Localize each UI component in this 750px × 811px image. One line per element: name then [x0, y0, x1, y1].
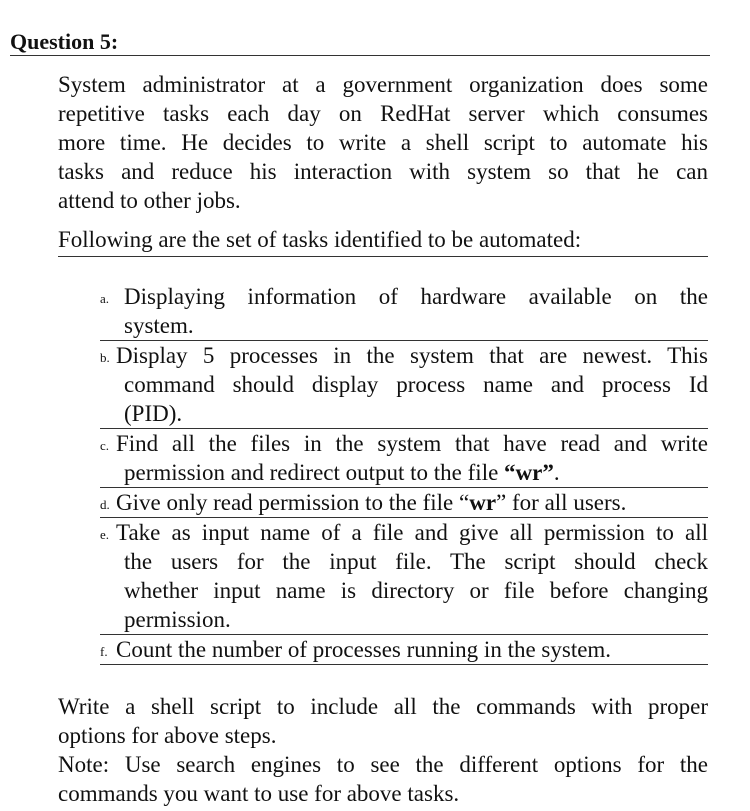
- task-line: Display 5 processes in the system that are newest. This: [116, 343, 708, 368]
- closing-line: Note: Use search engines to see the different options for the: [58, 752, 708, 777]
- intro-line: System administrator at a government organization does some: [58, 72, 708, 97]
- task-line: system.: [124, 313, 194, 338]
- task-item-d: [100, 488, 708, 518]
- intro-line: more time. He decides to write a shell script to automate his: [58, 130, 708, 155]
- tasks-heading: Following are the set of tasks identified to be automated:: [58, 226, 708, 257]
- intro-line: tasks and reduce his interaction with system so that he can: [58, 159, 708, 184]
- closing-line: options for above steps.: [58, 723, 277, 748]
- task-line: Take as input name of a file and give all permission to all: [116, 520, 708, 545]
- task-line: Displaying information of hardware available on the: [124, 284, 708, 309]
- task-line-text: Give only read permission to the file “: [116, 490, 470, 515]
- task-marker: b.: [100, 350, 110, 365]
- task-line: [124, 458, 708, 487]
- task-line-text: permission and redirect output to the file: [124, 460, 505, 485]
- task-marker: e.: [100, 527, 110, 542]
- task-line-end: .: [553, 460, 560, 485]
- task-marker: d.: [100, 497, 110, 512]
- task-item-f: [100, 635, 708, 665]
- task-line: Find all the files in the system that have read and write: [116, 431, 708, 456]
- intro-paragraph: [58, 70, 708, 215]
- closing-paragraph: [58, 692, 708, 808]
- task-line: (PID).: [124, 401, 183, 426]
- task-line: whether input name is directory or file before changing: [124, 578, 708, 603]
- task-line: command should display process name and process Id: [124, 372, 708, 397]
- task-marker: f.: [100, 644, 108, 659]
- task-line: permission.: [124, 607, 231, 632]
- intro-line: repetitive tasks each day on RedHat server which consumes: [58, 101, 708, 126]
- closing-line: Write a shell script to include all the commands with proper: [58, 694, 708, 719]
- task-line: [116, 488, 708, 517]
- task-line-end: ” for all users.: [496, 490, 627, 515]
- task-item-a: [100, 282, 708, 341]
- file-name-bold: “wr”: [504, 460, 554, 485]
- task-line: the users for the input file. The script should check: [124, 549, 708, 574]
- intro-line: attend to other jobs.: [58, 188, 241, 213]
- task-marker: a.: [100, 291, 110, 306]
- task-marker: c.: [100, 438, 110, 453]
- question-heading: Question 5:: [10, 28, 710, 56]
- task-item-b: [100, 341, 708, 429]
- task-list: [100, 282, 708, 665]
- file-name-bold: wr: [469, 490, 497, 515]
- task-line: Count the number of processes running in the system.: [116, 637, 612, 662]
- task-item-e: [100, 518, 708, 635]
- task-item-c: [100, 429, 708, 488]
- closing-line: commands you want to use for above tasks.: [58, 781, 460, 806]
